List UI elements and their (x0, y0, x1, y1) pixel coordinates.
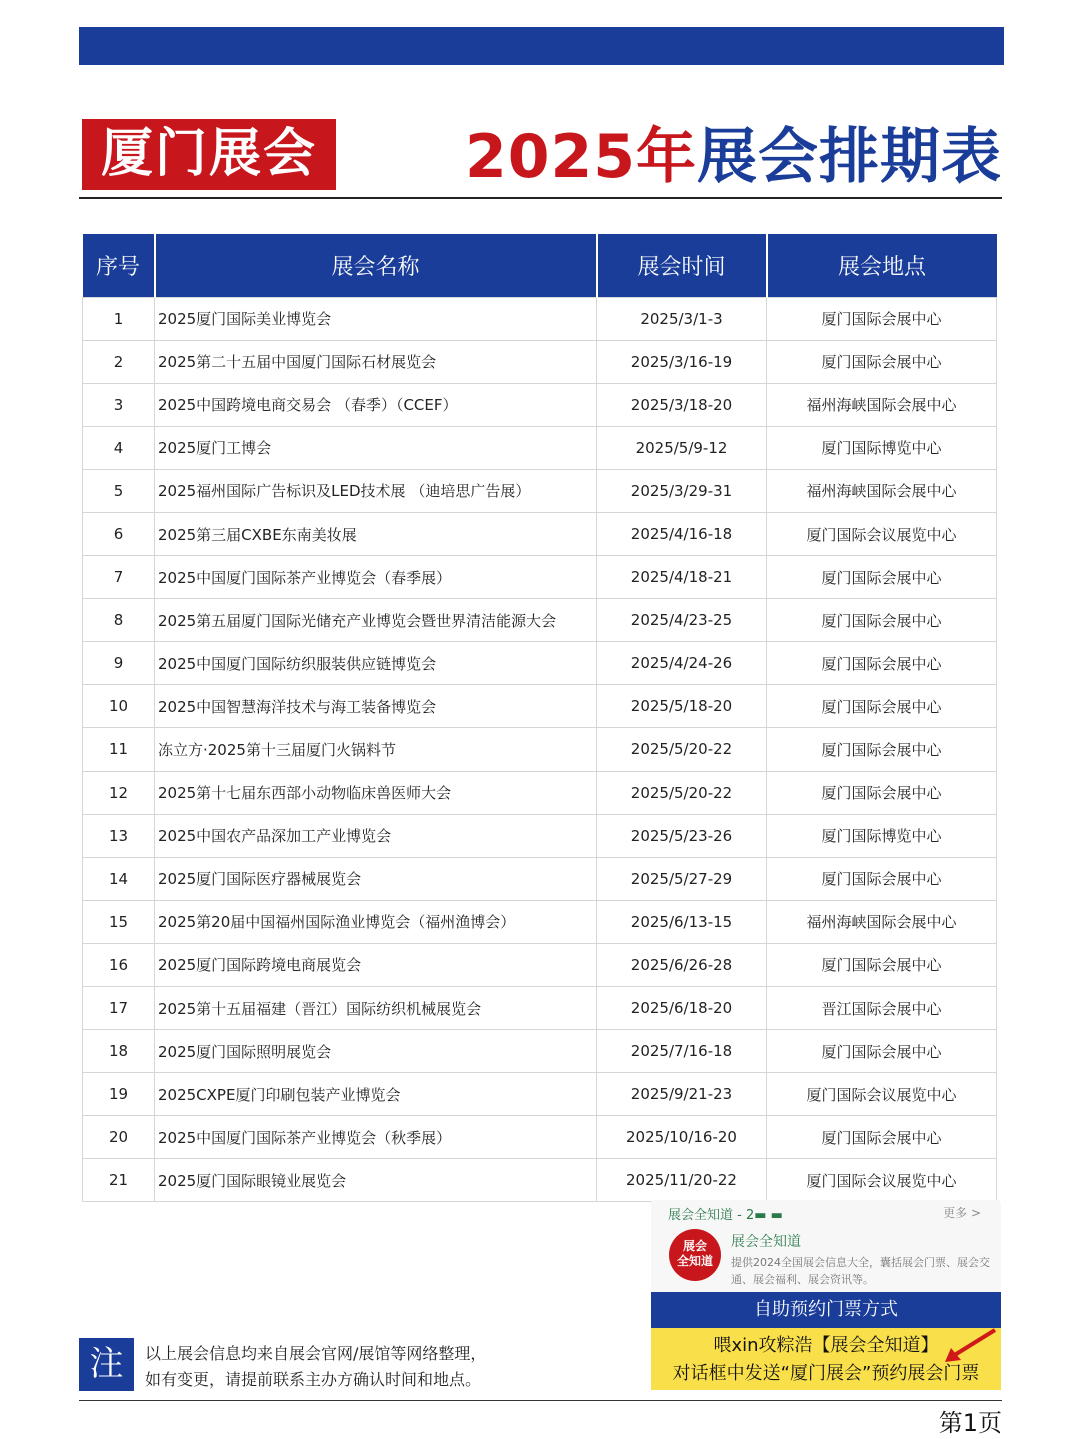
table-row (83, 1030, 997, 1073)
column-header-no: 序号 (83, 234, 155, 297)
cell-date: 2025/4/23-25 (597, 599, 767, 642)
table-body (83, 297, 997, 1202)
cell-venue: 厦门国际会展中心 (767, 556, 997, 599)
city-badge: 厦门展会 (82, 119, 336, 190)
top-banner-bar (79, 27, 1004, 65)
promo-panel (651, 1200, 1001, 1390)
cell-date: 2025/11/20-22 (597, 1159, 767, 1202)
table-row (83, 900, 997, 943)
account-description: 提供2024全国展会信息大全，囊括展会门票、展会交通、展会福利、展会资讯等。 (731, 1256, 990, 1286)
cell-no: 9 (83, 642, 155, 685)
table-row (83, 599, 997, 642)
cell-venue: 厦门国际博览中心 (767, 426, 997, 469)
instruction-line-1: 喂xin攻粽浩【展会全知道】 (713, 1335, 939, 1356)
cell-exhibition-name: 2025第五届厦门国际光储充产业博览会暨世界清洁能源大会 (155, 599, 597, 642)
cell-no: 1 (83, 297, 155, 340)
table-row (83, 1073, 997, 1116)
cell-date: 2025/3/16-19 (597, 340, 767, 383)
account-card-header: 展会全知道 - 2▬ ▬ (668, 1208, 783, 1223)
cell-venue: 厦门国际会展中心 (767, 771, 997, 814)
cell-venue: 厦门国际会展中心 (767, 297, 997, 340)
table-row (83, 340, 997, 383)
cell-exhibition-name: 2025厦门国际照明展览会 (155, 1030, 597, 1073)
title-divider (79, 197, 1002, 199)
cell-venue: 福州海峡国际会展中心 (767, 383, 997, 426)
cell-no: 15 (83, 900, 155, 943)
table-row (83, 857, 997, 900)
table-row (83, 771, 997, 814)
cell-venue: 福州海峡国际会展中心 (767, 900, 997, 943)
cell-date: 2025/4/18-21 (597, 556, 767, 599)
note-line-1: 以上展会信息均来自展会官网/展馆等网络整理， (145, 1344, 487, 1363)
cell-no: 17 (83, 987, 155, 1030)
cell-date: 2025/5/20-22 (597, 728, 767, 771)
cell-exhibition-name: 2025厦门国际眼镜业展览会 (155, 1159, 597, 1202)
cell-venue: 厦门国际会展中心 (767, 857, 997, 900)
account-name: 展会全知道 (731, 1234, 801, 1250)
account-logo-icon: 展会 全知道 (669, 1229, 721, 1281)
cell-venue: 厦门国际会展中心 (767, 943, 997, 986)
cell-no: 19 (83, 1073, 155, 1116)
title-year: 2025年 (465, 122, 697, 192)
cell-exhibition-name: 2025第二十五届中国厦门国际石材展览会 (155, 340, 597, 383)
cell-exhibition-name: 2025第三届CXBE东南美妆展 (155, 512, 597, 555)
cell-no: 6 (83, 512, 155, 555)
table-row (83, 556, 997, 599)
cell-date: 2025/4/24-26 (597, 642, 767, 685)
cell-exhibition-name: 2025第十七届东西部小动物临床兽医师大会 (155, 771, 597, 814)
cell-date: 2025/6/13-15 (597, 900, 767, 943)
cell-no: 4 (83, 426, 155, 469)
cell-exhibition-name: 2025中国厦门国际纺织服装供应链博览会 (155, 642, 597, 685)
cell-exhibition-name: 2025厦门国际美业博览会 (155, 297, 597, 340)
cell-date: 2025/6/18-20 (597, 987, 767, 1030)
table-row (83, 297, 997, 340)
cell-no: 14 (83, 857, 155, 900)
footer-divider (79, 1400, 1002, 1401)
cell-no: 2 (83, 340, 155, 383)
cell-no: 21 (83, 1159, 155, 1202)
cell-date: 2025/5/9-12 (597, 426, 767, 469)
column-header-venue: 展会地点 (767, 234, 997, 297)
cell-venue: 厦门国际会展中心 (767, 1030, 997, 1073)
cell-exhibition-name: 2025第20届中国福州国际渔业博览会（福州渔博会） (155, 900, 597, 943)
cell-no: 20 (83, 1116, 155, 1159)
cell-date: 2025/5/27-29 (597, 857, 767, 900)
cell-venue: 厦门国际会展中心 (767, 599, 997, 642)
column-header-name: 展会名称 (155, 234, 597, 297)
cell-exhibition-name: 2025厦门国际医疗器械展览会 (155, 857, 597, 900)
note-badge: 注 (79, 1338, 134, 1391)
cell-exhibition-name: 2025中国智慧海洋技术与海工装备博览会 (155, 685, 597, 728)
cell-exhibition-name: 2025厦门工博会 (155, 426, 597, 469)
page-number: 第1页 (938, 1409, 1002, 1437)
table-row (83, 728, 997, 771)
cell-venue: 厦门国际会议展览中心 (767, 1073, 997, 1116)
cell-date: 2025/3/29-31 (597, 469, 767, 512)
cell-date: 2025/4/16-18 (597, 512, 767, 555)
cell-no: 16 (83, 943, 155, 986)
table-row (83, 512, 997, 555)
table-row (83, 642, 997, 685)
cell-date: 2025/3/18-20 (597, 383, 767, 426)
cell-venue: 晋江国际会展中心 (767, 987, 997, 1030)
cell-venue: 厦门国际会展中心 (767, 1116, 997, 1159)
instruction-line-2: 对话框中发送“厦门展会”预约展会门票 (672, 1363, 980, 1384)
cell-date: 2025/10/16-20 (597, 1116, 767, 1159)
cell-date: 2025/3/1-3 (597, 297, 767, 340)
cell-no: 13 (83, 814, 155, 857)
cell-date: 2025/7/16-18 (597, 1030, 767, 1073)
table-row (83, 383, 997, 426)
cell-venue: 厦门国际会展中心 (767, 340, 997, 383)
cell-no: 7 (83, 556, 155, 599)
cell-date: 2025/5/20-22 (597, 771, 767, 814)
note-line-2: 如有变更，请提前联系主办方确认时间和地点。 (145, 1370, 482, 1389)
cell-exhibition-name: 2025中国厦门国际茶产业博览会（春季展） (155, 556, 597, 599)
table-row (83, 987, 997, 1030)
cell-exhibition-name: 2025中国厦门国际茶产业博览会（秋季展） (155, 1116, 597, 1159)
cell-venue: 厦门国际会展中心 (767, 685, 997, 728)
table-row (83, 1116, 997, 1159)
cell-exhibition-name: 2025福州国际广告标识及LED技术展 （迪培思广告展） (155, 469, 597, 512)
cell-date: 2025/5/23-26 (597, 814, 767, 857)
more-link[interactable]: 更多 > (943, 1206, 981, 1220)
cell-no: 10 (83, 685, 155, 728)
cell-venue: 厦门国际会展中心 (767, 728, 997, 771)
cell-exhibition-name: 2025中国农产品深加工产业博览会 (155, 814, 597, 857)
cell-venue: 厦门国际会展中心 (767, 642, 997, 685)
table-row (83, 469, 997, 512)
title-text: 展会排期表 (697, 122, 1002, 192)
exhibition-schedule-table (82, 234, 997, 1202)
table-row (83, 814, 997, 857)
cell-venue: 福州海峡国际会展中心 (767, 469, 997, 512)
account-card[interactable] (651, 1200, 1001, 1293)
cell-venue: 厦门国际会议展览中心 (767, 1159, 997, 1202)
cell-exhibition-name: 2025第十五届福建（晋江）国际纺织机械展览会 (155, 987, 597, 1030)
cell-date: 2025/5/18-20 (597, 685, 767, 728)
red-arrow-icon (939, 1326, 999, 1366)
cell-exhibition-name: 冻立方·2025第十三届厦门火锅料节 (155, 728, 597, 771)
table-row (83, 943, 997, 986)
cell-no: 12 (83, 771, 155, 814)
table-row (83, 685, 997, 728)
cell-no: 18 (83, 1030, 155, 1073)
note-text (145, 1341, 486, 1393)
cell-no: 8 (83, 599, 155, 642)
cell-exhibition-name: 2025中国跨境电商交易会 （春季）（CCEF） (155, 383, 597, 426)
cell-exhibition-name: 2025CXPE厦门印刷包装产业博览会 (155, 1073, 597, 1116)
ticket-booking-banner: 自助预约门票方式 (651, 1292, 1001, 1328)
cell-exhibition-name: 2025厦门国际跨境电商展览会 (155, 943, 597, 986)
column-header-date: 展会时间 (597, 234, 767, 297)
cell-date: 2025/6/26-28 (597, 943, 767, 986)
cell-no: 3 (83, 383, 155, 426)
cell-date: 2025/9/21-23 (597, 1073, 767, 1116)
table-header-row (83, 234, 997, 297)
cell-venue: 厦门国际博览中心 (767, 814, 997, 857)
cell-no: 5 (83, 469, 155, 512)
cell-no: 11 (83, 728, 155, 771)
table-row (83, 426, 997, 469)
cell-venue: 厦门国际会议展览中心 (767, 512, 997, 555)
page-title (465, 122, 1002, 192)
table-row (83, 1159, 997, 1202)
